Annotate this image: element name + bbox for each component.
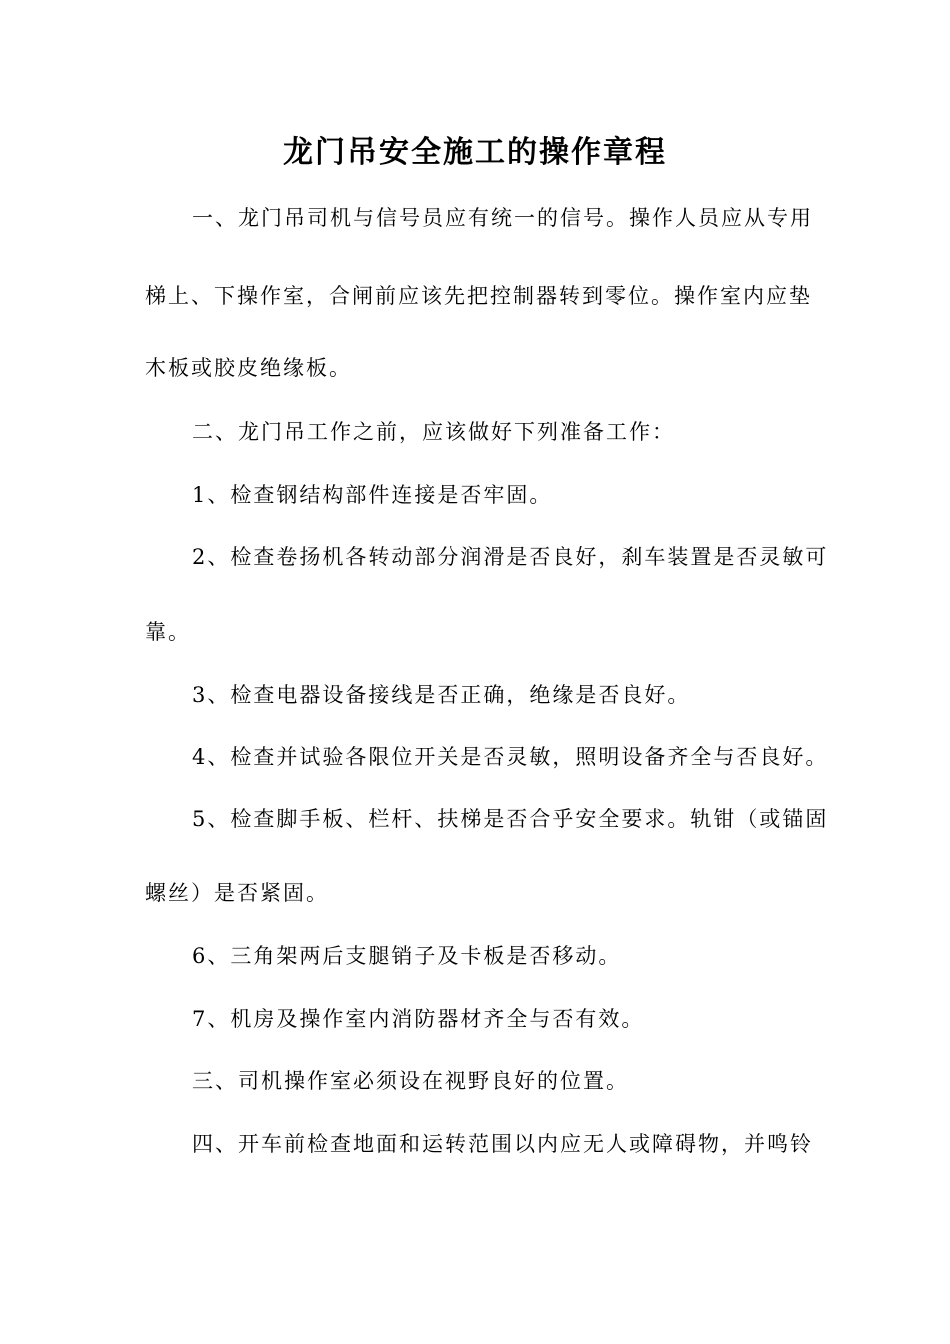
text-line: 木板或胶皮绝缘板。 <box>145 356 352 380</box>
text-line: 6、三角架两后支腿销子及卡板是否移动。 <box>192 944 622 968</box>
text-line: 1、检查钢结构部件连接是否牢固。 <box>192 483 553 507</box>
text-line: 靠。 <box>145 620 191 644</box>
document-title: 龙门吊安全施工的操作章程 <box>283 135 667 170</box>
text-line: 三、司机操作室必须设在视野良好的位置。 <box>192 1069 629 1093</box>
text-line: 3、检查电器设备接线是否正确，绝缘是否良好。 <box>192 683 691 707</box>
text-line: 一、龙门吊司机与信号员应有统一的信号。操作人员应从专用 <box>192 206 813 230</box>
text-line: 梯上、下操作室，合闸前应该先把控制器转到零位。操作室内应垫 <box>145 284 812 308</box>
text-line: 四、开车前检查地面和运转范围以内应无人或障碍物，并鸣铃 <box>192 1132 813 1156</box>
text-line: 2、检查卷扬机各转动部分润滑是否良好，刹车装置是否灵敏可 <box>192 545 829 569</box>
text-line: 5、检查脚手板、栏杆、扶梯是否合乎安全要求。轨钳（或锚固 <box>192 807 829 831</box>
text-line: 4、检查并试验各限位开关是否灵敏，照明设备齐全与否良好。 <box>192 745 829 769</box>
text-line: 7、机房及操作室内消防器材齐全与否有效。 <box>192 1007 645 1031</box>
text-line: 二、龙门吊工作之前，应该做好下列准备工作： <box>192 420 675 444</box>
text-line: 螺丝）是否紧固。 <box>145 881 329 905</box>
